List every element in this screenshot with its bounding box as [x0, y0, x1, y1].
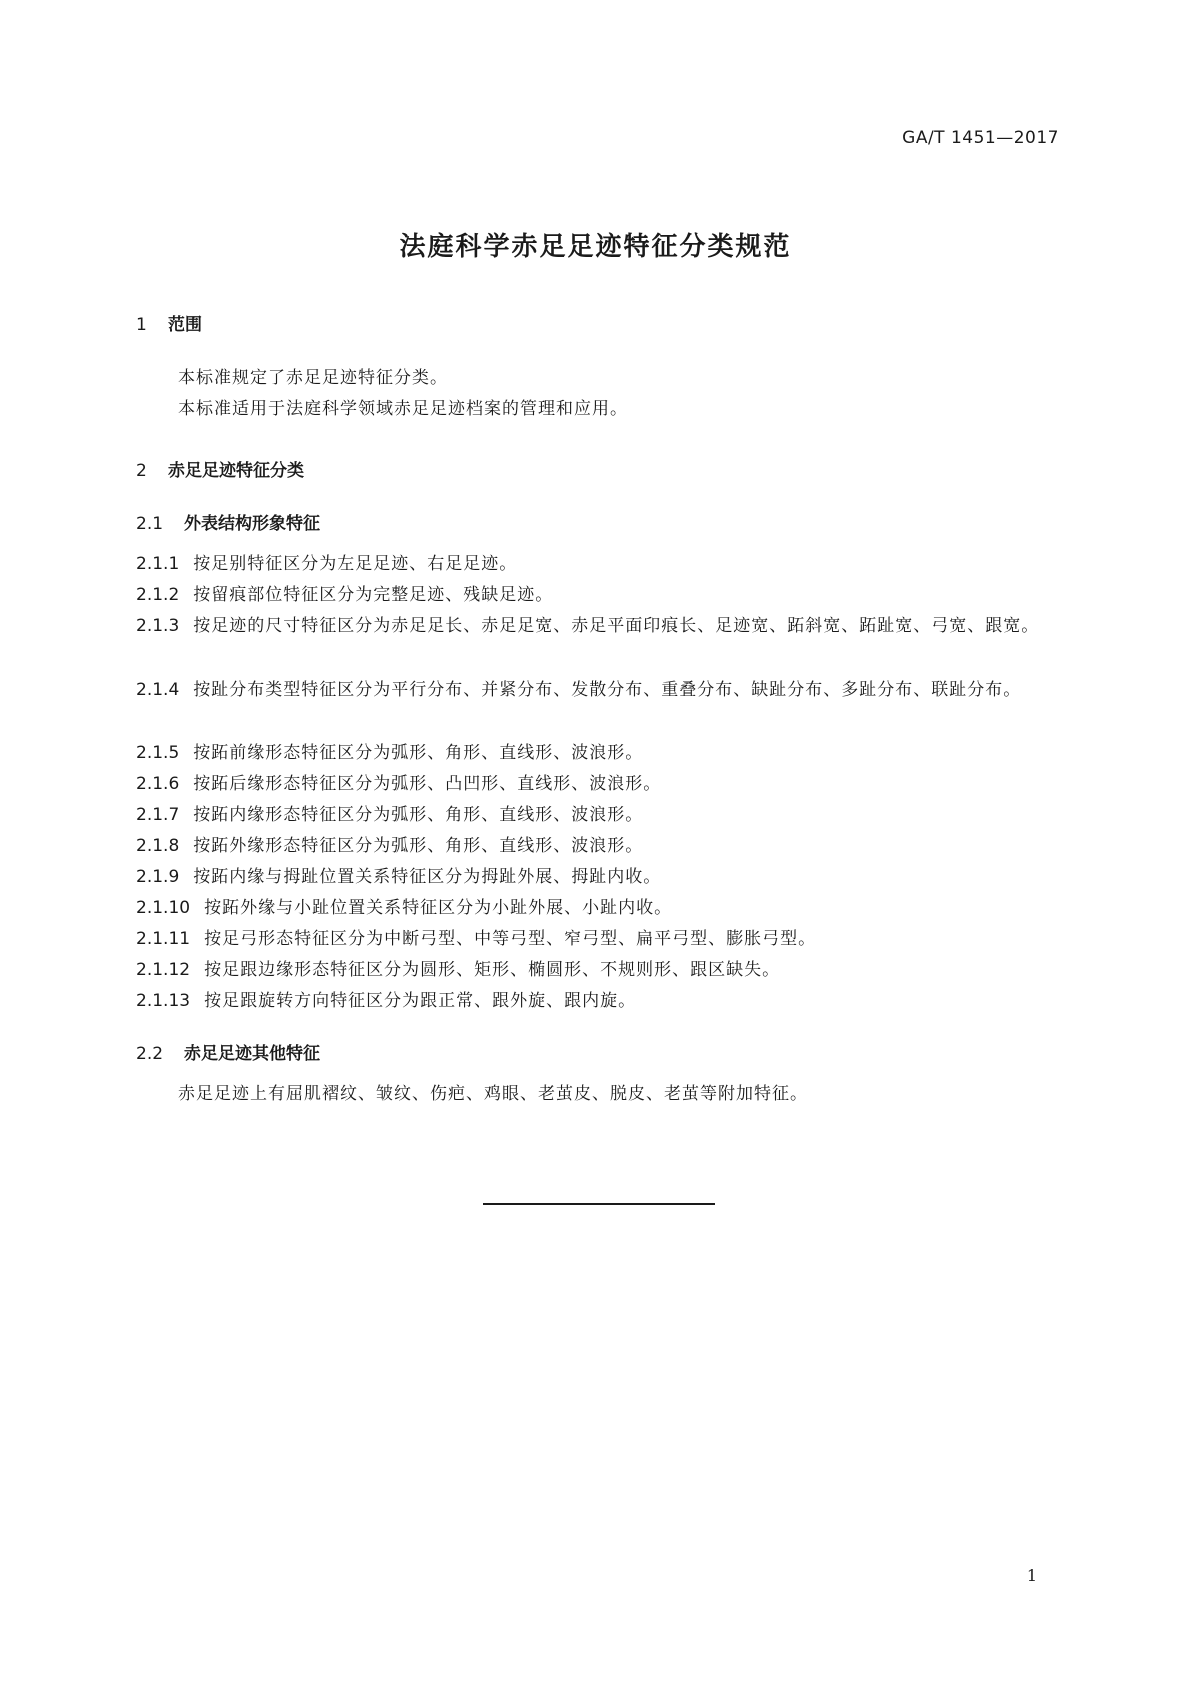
clause-number: 2.1.10	[136, 898, 191, 918]
clause-text: 按足迹的尺寸特征区分为赤足足长、赤足足宽、赤足平面印痕长、足迹宽、跖斜宽、跖趾宽、弓宽、跟宽。	[193, 616, 1040, 636]
clause-text: 按跖后缘形态特征区分为弧形、凸凹形、直线形、波浪形。	[193, 774, 662, 794]
clause-number: 2.1.8	[136, 836, 180, 856]
clause-2-1-12	[136, 954, 1056, 986]
scope-paragraph: 本标准规定了赤足足迹特征分类。	[178, 368, 448, 388]
document-code: GA/T 1451—2017	[902, 128, 1059, 148]
clause-2-1-8	[136, 830, 1056, 862]
clause-number: 2.1.7	[136, 805, 180, 825]
clause-text: 按趾分布类型特征区分为平行分布、并紧分布、发散分布、重叠分布、缺趾分布、多趾分布、联趾分布。	[193, 680, 1022, 700]
page-title: 法庭科学赤足足迹特征分类规范	[399, 232, 792, 262]
subsection-title: 赤足足迹其他特征	[184, 1044, 320, 1064]
clause-text: 按跖内缘与拇趾位置关系特征区分为拇趾外展、拇趾内收。	[193, 867, 662, 887]
section-number: 1	[136, 315, 147, 335]
clause-text: 按跖内缘形态特征区分为弧形、角形、直线形、波浪形。	[193, 805, 644, 825]
clause-2-1-10	[136, 892, 1056, 924]
clause-2-1-11	[136, 923, 1056, 955]
page-number: 1	[1026, 1566, 1037, 1585]
clause-2-1-4	[136, 674, 1056, 706]
scope-paragraph: 本标准适用于法庭科学领域赤足足迹档案的管理和应用。	[178, 399, 628, 419]
clause-number: 2.1.9	[136, 867, 180, 887]
end-rule	[483, 1203, 715, 1205]
clause-2-1-1	[136, 548, 1056, 580]
clause-number: 2.1.12	[136, 960, 191, 980]
subsection-number: 2.2	[136, 1044, 164, 1064]
section-heading-scope	[136, 310, 202, 335]
other-features-paragraph: 赤足足迹上有屈肌褶纹、皱纹、伤疤、鸡眼、老茧皮、脱皮、老茧等附加特征。	[178, 1084, 808, 1104]
clause-number: 2.1.5	[136, 743, 180, 763]
section-title: 范围	[168, 315, 202, 335]
clause-text: 按跖前缘形态特征区分为弧形、角形、直线形、波浪形。	[193, 743, 644, 763]
clause-text: 按跖外缘形态特征区分为弧形、角形、直线形、波浪形。	[193, 836, 644, 856]
clause-2-1-7	[136, 799, 1056, 831]
subsection-title: 外表结构形象特征	[184, 514, 320, 534]
section-number: 2	[136, 461, 147, 481]
section-title: 赤足足迹特征分类	[168, 461, 304, 481]
subsection-heading-2-2	[136, 1039, 320, 1064]
clause-2-1-5	[136, 737, 1056, 769]
clause-number: 2.1.6	[136, 774, 180, 794]
clause-number: 2.1.13	[136, 991, 191, 1011]
clause-number: 2.1.11	[136, 929, 191, 949]
clause-number: 2.1.3	[136, 616, 180, 636]
clause-2-1-6	[136, 768, 1056, 800]
clause-text: 按足弓形态特征区分为中断弓型、中等弓型、窄弓型、扁平弓型、膨胀弓型。	[204, 929, 817, 949]
section-heading-classification	[136, 456, 304, 481]
clause-text: 按足别特征区分为左足足迹、右足足迹。	[193, 554, 518, 574]
clause-text: 按足跟边缘形态特征区分为圆形、矩形、椭圆形、不规则形、跟区缺失。	[204, 960, 781, 980]
clause-text: 按留痕部位特征区分为完整足迹、残缺足迹。	[193, 585, 554, 605]
clause-number: 2.1.2	[136, 585, 180, 605]
subsection-number: 2.1	[136, 514, 164, 534]
clause-2-1-3	[136, 610, 1056, 642]
clause-text: 按足跟旋转方向特征区分为跟正常、跟外旋、跟内旋。	[204, 991, 637, 1011]
subsection-heading-2-1	[136, 509, 320, 534]
clause-2-1-2	[136, 579, 1056, 611]
clause-number: 2.1.1	[136, 554, 180, 574]
clause-2-1-13	[136, 985, 1056, 1017]
clause-number: 2.1.4	[136, 680, 180, 700]
clause-2-1-9	[136, 861, 1056, 893]
clause-text: 按跖外缘与小趾位置关系特征区分为小趾外展、小趾内收。	[204, 898, 673, 918]
